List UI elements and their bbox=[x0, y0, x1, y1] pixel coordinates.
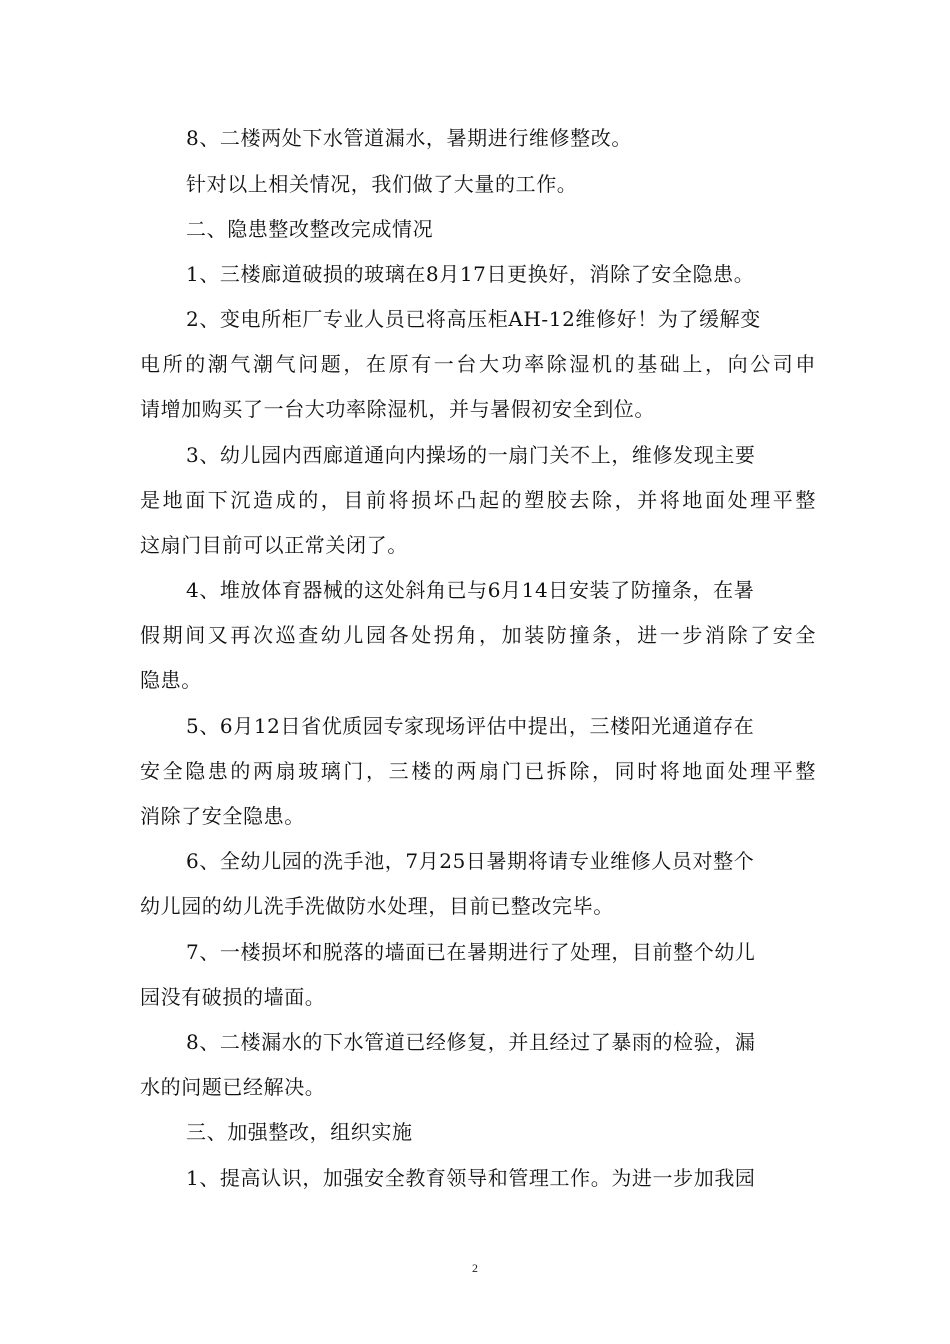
paragraph-line: 2、变电所柜厂专业人员已将高压柜AH-12维修好！为了缓解变 bbox=[186, 307, 761, 331]
paragraph-line: 1、提高认识，加强安全教育领导和管理工作。为进一步加我园 bbox=[186, 1166, 756, 1190]
paragraph-line: 这扇门目前可以正常关闭了。 bbox=[140, 533, 408, 557]
paragraph-line: 园没有破损的墙面。 bbox=[140, 985, 326, 1009]
paragraph-line: 幼儿园的幼儿洗手洗做防水处理，目前已整改完毕。 bbox=[140, 894, 614, 918]
paragraph-line: 假期间又再次巡查幼儿园各处拐角，加装防撞条，进一步消除了安全 bbox=[140, 623, 816, 647]
paragraph-line: 针对以上相关情况，我们做了大量的工作。 bbox=[186, 172, 578, 196]
paragraph-line: 3、幼儿园内西廊道通向内操场的一扇门关不上，维修发现主要 bbox=[186, 443, 756, 467]
paragraph-line: 是地面下沉造成的，目前将损坏凸起的塑胶去除，并将地面处理平整 bbox=[140, 488, 816, 512]
section-heading: 三、加强整改，组织实施 bbox=[186, 1120, 413, 1144]
section-heading: 二、隐患整改整改完成情况 bbox=[186, 217, 434, 241]
paragraph-line: 隐患。 bbox=[140, 668, 202, 692]
page-number: 2 bbox=[472, 1261, 478, 1275]
paragraph-line: 8、二楼两处下水管道漏水，暑期进行维修整改。 bbox=[186, 126, 632, 150]
paragraph-line: 水的问题已经解决。 bbox=[140, 1075, 326, 1099]
paragraph-line: 4、堆放体育器械的这处斜角已与6月14日安装了防撞条，在暑 bbox=[186, 578, 755, 602]
paragraph-line: 7、一楼损坏和脱落的墙面已在暑期进行了处理，目前整个幼儿 bbox=[186, 940, 756, 964]
paragraph-line: 请增加购买了一台大功率除湿机，并与暑假初安全到位。 bbox=[140, 397, 655, 421]
paragraph-line: 1、三楼廊道破损的玻璃在8月17日更换好，消除了安全隐患。 bbox=[186, 262, 755, 286]
paragraph-line: 6、全幼儿园的洗手池，7月25日暑期将请专业维修人员对整个 bbox=[186, 849, 755, 873]
paragraph-line: 安全隐患的两扇玻璃门，三楼的两扇门已拆除，同时将地面处理平整 bbox=[140, 759, 816, 783]
paragraph-line: 消除了安全隐患。 bbox=[140, 804, 305, 828]
paragraph-line: 电所的潮气潮气问题，在原有一台大功率除湿机的基础上，向公司申 bbox=[140, 352, 816, 376]
paragraph-line: 5、6月12日省优质园专家现场评估中提出，三楼阳光通道存在 bbox=[186, 714, 755, 738]
paragraph-line: 8、二楼漏水的下水管道已经修复，并且经过了暴雨的检验，漏 bbox=[186, 1030, 756, 1054]
